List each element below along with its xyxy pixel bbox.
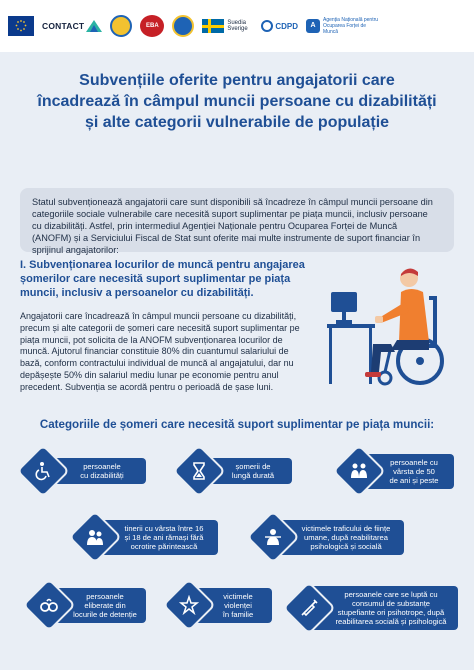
contact-logo [42, 20, 102, 32]
category-label-line: psihologică și socială [310, 541, 382, 551]
cdpd-logo [261, 20, 298, 32]
category-label-line: victimele [223, 591, 253, 601]
categories-heading: Categoriile de șomeri care necesită suport suplimentar pe piața muncii: [39, 418, 435, 431]
wheelchair-worker-illustration [325, 258, 459, 388]
body-line: Angajatorii care încadrează în câmpul muncii persoane cu dizabilități, [20, 311, 297, 321]
category-long-term-unemployed [180, 452, 292, 490]
contact-triangle-icon [86, 20, 102, 32]
category-label-line: stupefiante ori psihotrope, după [337, 608, 445, 617]
body-line: muncă. Ajutorul financiar constituie 80% din cuantumul salariului de [20, 346, 289, 357]
handcuffs-icon [39, 595, 59, 615]
anofm-mark-icon: A [306, 19, 320, 33]
category-label-line: locurile de detenție [73, 609, 137, 619]
category-label-line: cu dizabilități [80, 471, 124, 480]
category-disability [24, 452, 146, 490]
category-label-line: tinerii cu vârsta între 16 [124, 523, 204, 533]
section-heading-line: muncii, inclusiv a persoanelor cu dizabilități. [20, 287, 254, 299]
body-line: precum și alte categorii de șomeri care necesită suport suplimentar pe [20, 322, 300, 333]
category-label-line: reabilitarea socială și psihologică [335, 617, 447, 626]
category-released-from-detention [30, 586, 146, 624]
body-line: depășește 50% din salariul mediu lunar pe economie pentru anul [20, 369, 279, 380]
partner-circle-logo [110, 15, 132, 37]
category-label-line: ocrotire părintească [130, 541, 198, 551]
eba-logo [140, 15, 164, 37]
intro-line: Statul subvenționează angajatorii care sunt disponibili să încadreze în câmpul muncii persoane din [32, 197, 433, 207]
cdpd-mark-icon [261, 20, 273, 32]
intro-line: sprijinul angajatorilor: [32, 245, 119, 255]
category-trafficking-victims [254, 518, 404, 556]
category-icon-badge [16, 444, 70, 498]
youth-icon [85, 527, 105, 547]
category-label-line: persoanele [86, 591, 124, 601]
category-label-line: victimele traficului de ființe [301, 523, 391, 533]
hourglass-icon [189, 461, 209, 481]
intro-line: (ANOFM) și a Serviciului Fiscal de Stat sunt oferite mai multe instrumente de suport financiar în [32, 233, 421, 243]
cdpd-logo-text: CDPD [275, 21, 298, 31]
section-heading-line: I. Subvenționarea locurilor de muncă pentru angajarea [20, 259, 305, 271]
anofm-logo-text: Agenția Națională pentru Ocuparea Forței de Muncă [323, 17, 379, 35]
category-label-line: și 18 de ani rămași fără [124, 532, 204, 542]
body-line: precedent. Subvenția se acordă pentru o perioadă de șase luni. [20, 381, 274, 392]
category-label-line: lungă durată [231, 471, 275, 480]
intro-box [20, 188, 454, 255]
title-line: Subvențiile oferite pentru angajatorii care [79, 72, 395, 89]
body-line: piața muncii, pot solicita de la ANOFM subvenționarea locurilor de [20, 334, 283, 345]
body-line: bază, conform contractului individual de muncă al angajatului, dar nu [20, 358, 294, 369]
category-label-line: umane, după reabilitarea [303, 532, 388, 542]
category-label-line: în familie [222, 609, 254, 619]
category-label-line: eliberate din [84, 600, 126, 610]
section-heading-line: șomerilor care necesită suport suplimentar pe piața [20, 273, 291, 285]
category-label-line: persoanele care se luptă cu [344, 590, 438, 599]
category-icon-badge [172, 444, 226, 498]
partner-logos-bar [0, 0, 474, 52]
syringe-icon [299, 598, 319, 618]
wheelchair-icon [33, 461, 53, 481]
category-icon-badge [22, 578, 76, 632]
moldova-emblem-logo [172, 15, 194, 37]
trafficking-icon [263, 527, 283, 547]
category-icon-badge [68, 510, 122, 564]
page-title [20, 70, 454, 133]
category-label-line: persoanele cu [390, 457, 438, 467]
category-substance-users [290, 586, 458, 630]
category-label-line: șomerii de [235, 462, 271, 471]
contact-logo-text: CONTACT [42, 21, 85, 31]
category-icon-badge [332, 444, 386, 498]
intro-line: categoriile sociale vulnerabile care necesită suport suplimentar pe piața muncii, inclusiv persoane [32, 209, 428, 219]
sweden-logo [202, 19, 253, 33]
sweden-flag-icon [202, 19, 224, 33]
sweden-logo-text: Suedia Sverige [227, 20, 248, 32]
category-icon-badge [162, 578, 216, 632]
eu-flag-logo [8, 16, 34, 36]
category-label-line: violenței [224, 600, 252, 610]
intro-line: cu dizabilități. Astfel, prin intermediul Agenției Naționale pentru Ocuparea Forței de Muncă [32, 221, 398, 231]
category-age-50-plus [340, 452, 454, 490]
title-line: și alte categorii vulnerabile de populație [84, 114, 390, 131]
section-1-heading [20, 258, 330, 300]
violence-icon [179, 595, 199, 615]
anofm-logo [306, 17, 381, 35]
category-label-line: de ani și peste [389, 475, 439, 485]
category-label-line: consumul de substanțe [351, 599, 431, 608]
elderly-couple-icon [349, 461, 369, 481]
section-1-body [20, 311, 325, 394]
category-icon-badge [246, 510, 300, 564]
category-domestic-violence-victims [170, 586, 272, 624]
title-line: încadrează în câmpul muncii persoane cu dizabilități [37, 93, 437, 110]
category-youth-without-parental-care [76, 518, 218, 556]
eba-logo-text: EBA [145, 23, 159, 29]
category-label-line: persoanele [83, 462, 121, 471]
category-label-line: vârsta de 50 [393, 466, 435, 476]
